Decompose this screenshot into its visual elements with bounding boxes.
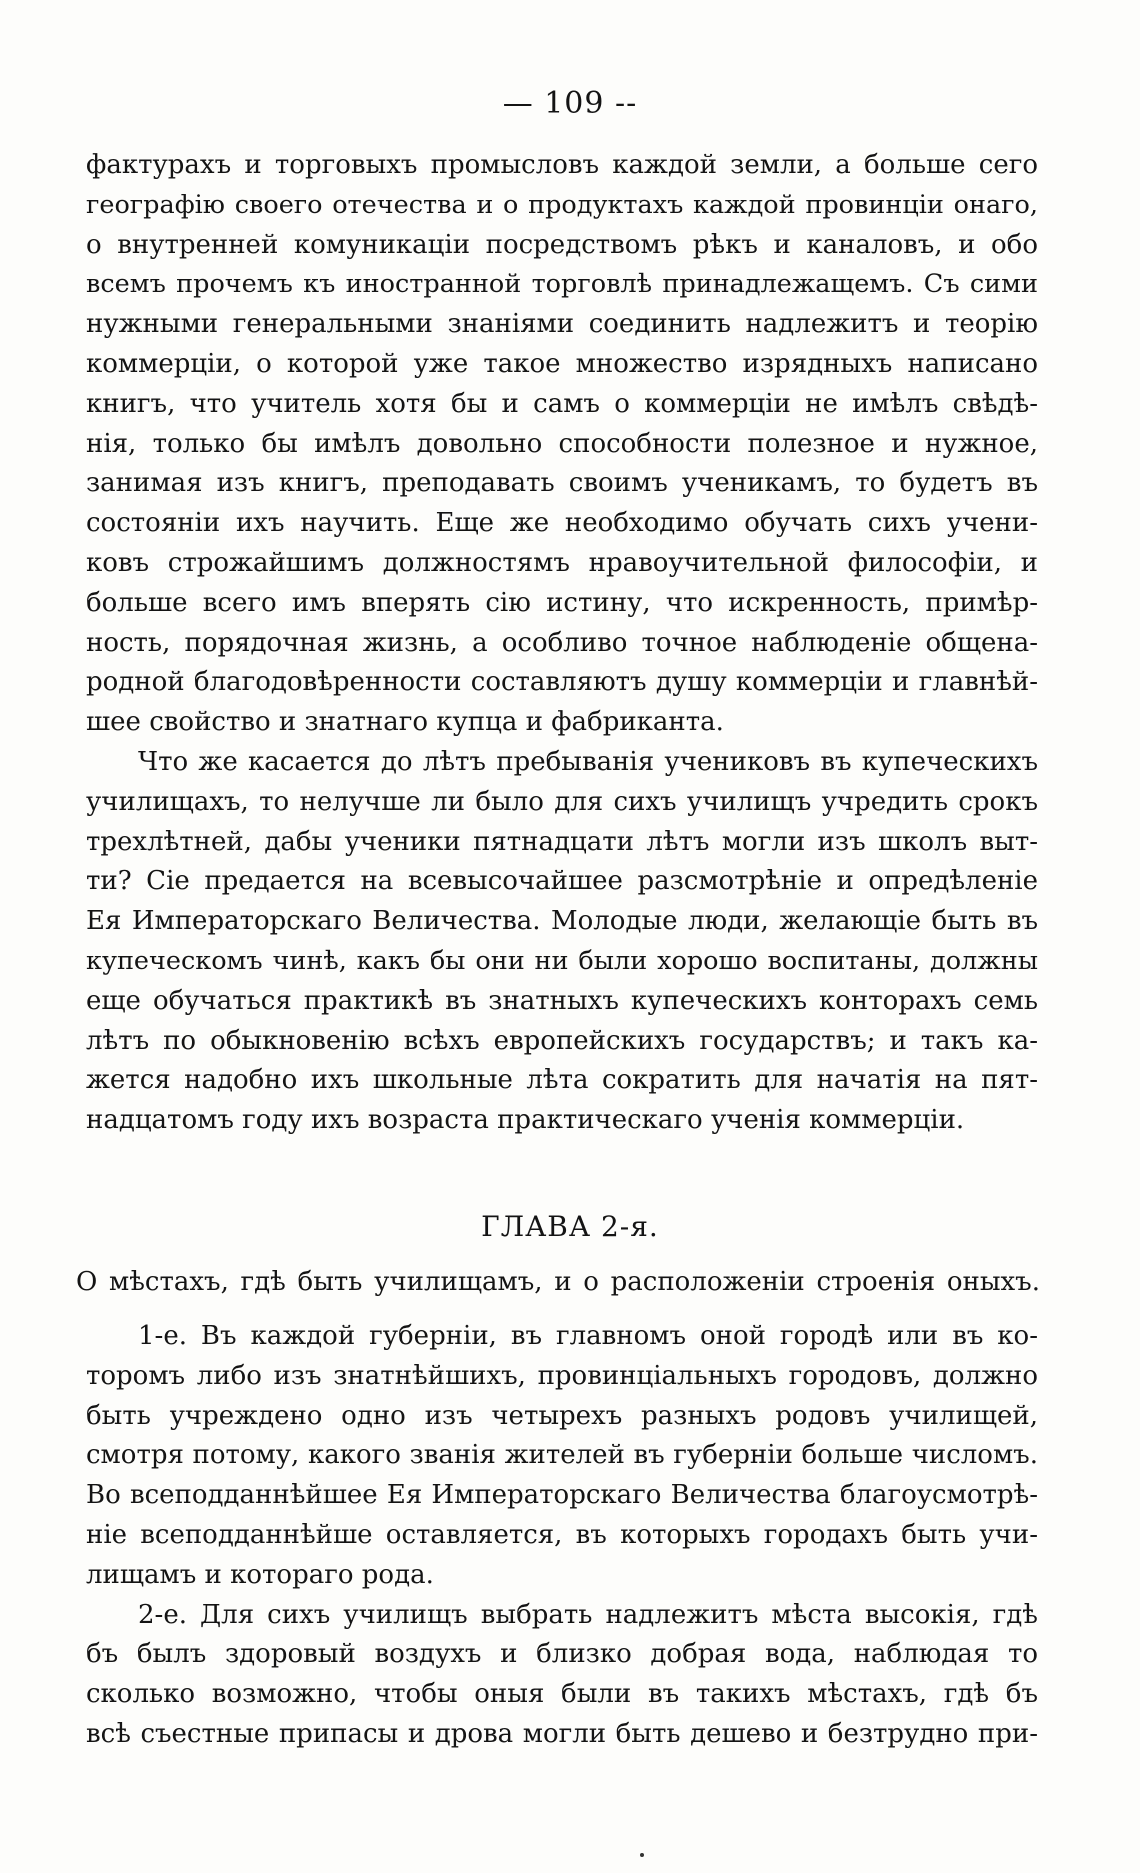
text-line: географію своего отечества и о продуктахъ каждой провинціи онаго, [86,189,1038,220]
section-2 [86,1596,1038,1755]
chapter-subtitle: О мѣстахъ, гдѣ быть училищамъ, и о расположеніи строенія оныхъ. [76,1267,1040,1297]
text-line: ность, порядочная жизнь, а особливо точное наблюденіе общена- [86,627,1038,658]
chapter-heading: ГЛАВА 2-я. [481,1210,659,1243]
text-line: фактурахъ и торговыхъ промысловъ каждой земли, а больше сего [86,150,1038,180]
text-line: всѣ съестные припасы и дрова могли быть дешево и безтрудно при- [86,1718,1038,1749]
text-block-upper [86,146,1038,1141]
print-speck [640,1853,644,1857]
text-line: нужными генеральными знаніями соединить надлежитъ и теорію [86,309,1038,340]
text-line: нія, только бы имѣлъ довольно способности полезное и нужное, [86,428,1038,459]
text-line: 2-е. Для сихъ училищъ выбрать надлежитъ мѣста высокія, гдѣ [138,1599,1038,1630]
text-line: книгъ, что учитель хотя бы и самъ о коммерціи не имѣлъ свѣдѣ- [86,388,1038,419]
text-line: лѣтъ по обыкновенію всѣхъ европейскихъ государствъ; и такъ ка- [86,1025,1038,1056]
text-block-lower [86,1317,1038,1755]
text-line: бъ былъ здоровый воздухъ и близко добрая вода, наблюдая то [86,1639,1038,1670]
text-line: трехлѣтней, дабы ученики пятнадцати лѣтъ могли изъ школъ выт- [86,826,1038,857]
text-line: сколько возможно, чтобы оныя были въ такихъ мѣстахъ, гдѣ бъ [86,1679,1038,1710]
text-line: Ея Императорскаго Величества. Молодые люди, желающіе быть въ [86,906,1038,937]
text-line: торомъ либо изъ знатнѣйшихъ, провинціальныхъ городовъ, должно [86,1360,1038,1391]
text-line: лищамъ и котораго рода. [86,1559,434,1590]
text-line: состояніи ихъ научить. Еще же необходимо обучать сихъ учени- [86,508,1038,539]
text-line: родной благодовѣренности составляютъ душу коммерціи и главнѣй- [86,667,1038,698]
text-line: Во всеподданнѣйшее Ея Императорскаго Величества благоусмотрѣ- [86,1480,1038,1511]
text-line: жется надобно ихъ школьные лѣта сократить для начатія на пят- [86,1065,1038,1096]
text-line: шее свойство и знатнаго купца и фабриканта. [86,707,724,738]
text-line: ковъ строжайшимъ должностямъ нравоучительной философіи, и [86,547,1038,578]
text-line: ніе всеподданнѣйше оставляется, въ которыхъ городахъ быть учи- [86,1519,1038,1550]
paragraph-2 [86,743,1038,1141]
text-line: училищахъ, то нелучше ли было для сихъ училищъ учредить срокъ [86,786,1038,817]
text-line: смотря потому, какого званія жителей въ губерніи больше числомъ. [86,1440,1038,1471]
text-line: больше всего имъ вперять сію истину, что искренность, примѣр- [86,587,1038,618]
text-line: всемъ прочемъ къ иностранной торговлѣ принадлежащемъ. Съ сими [86,269,1038,300]
text-line: надцатомъ году ихъ возраста практическаго ученія коммерціи. [86,1105,965,1136]
text-line: ти? Сіе предается на всевысочайшее разсмотрѣніе и опредѣленіе [86,866,1038,897]
text-line: Что же касается до лѣтъ пребыванія учениковъ въ купеческихъ [138,746,1038,777]
page-number: — 109 -- [502,86,638,121]
text-line: купеческомъ чинѣ, какъ бы они ни были хорошо воспитаны, должны [86,945,1038,976]
text-line: 1-е. Въ каждой губерніи, въ главномъ оной городѣ или въ ко- [138,1321,1038,1351]
text-line: коммерціи, о которой уже такое множество изрядныхъ написано [86,348,1038,379]
paragraph-1 [86,146,1038,743]
text-line: еще обучаться практикѣ въ знатныхъ купеческихъ конторахъ семь [86,985,1038,1016]
text-line: о внутренней комуникаціи посредствомъ рѣкъ и каналовъ, и обо [86,229,1038,260]
text-line: занимая изъ книгъ, преподавать своимъ ученикамъ, то будетъ въ [86,468,1038,499]
section-1 [86,1317,1038,1596]
text-line: быть учреждено одно изъ четырехъ разныхъ родовъ училищей, [86,1400,1038,1431]
